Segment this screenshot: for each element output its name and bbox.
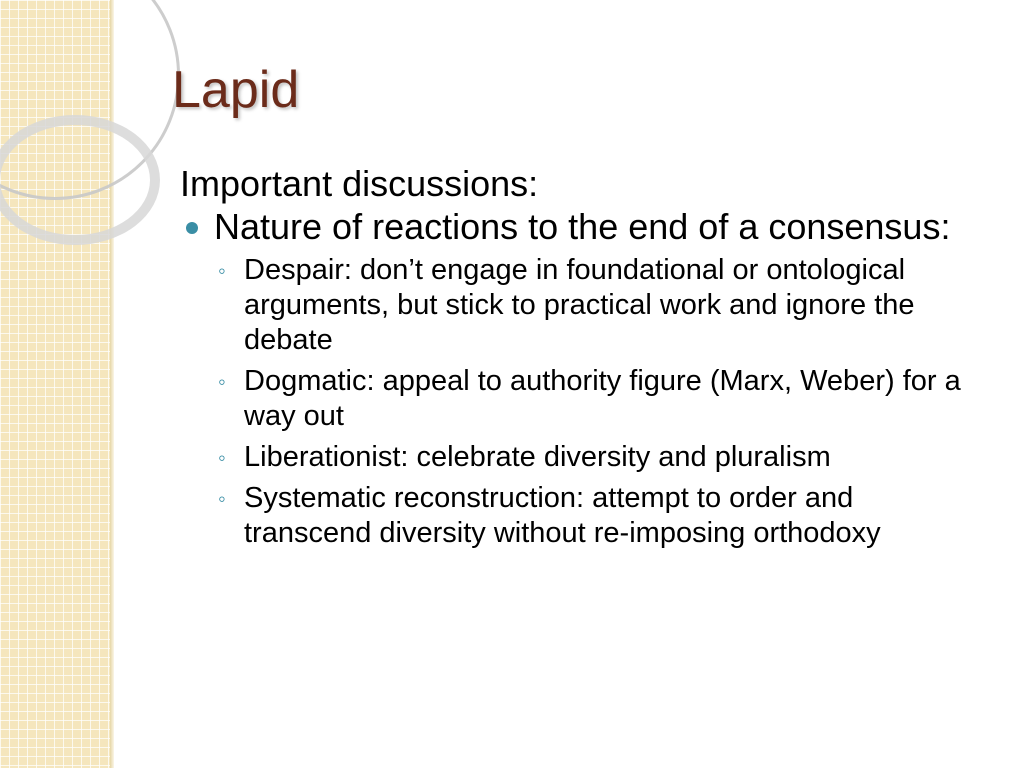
hollow-circle-bullet-icon: ◦ — [218, 369, 226, 394]
sub-bullet-item — [180, 440, 964, 475]
hollow-circle-bullet-icon: ◦ — [218, 258, 226, 283]
hollow-circle-bullet-icon: ◦ — [218, 486, 226, 511]
decorative-ring-small — [0, 115, 160, 245]
bullet-dot-icon — [186, 222, 198, 234]
sub-bullet-list — [180, 253, 980, 551]
sub-bullet-item — [180, 481, 964, 551]
sub-bullet-text: Despair: don’t engage in foundational or ontological arguments, but stick to practical work and ignore the debate — [244, 254, 915, 356]
slide-title: Lapid — [172, 61, 300, 119]
sub-bullet-item — [180, 364, 964, 434]
sub-bullet-item — [180, 253, 964, 358]
slide-body — [180, 163, 980, 557]
sub-bullet-text: Liberationist: celebrate diversity and pluralism — [244, 441, 831, 473]
intro-text: Important discussions: — [180, 163, 539, 204]
bullet-text: Nature of reactions to the end of a consensus: — [214, 206, 951, 247]
bullet-item — [180, 206, 980, 247]
hollow-circle-bullet-icon: ◦ — [218, 445, 226, 470]
sub-bullet-text: Dogmatic: appeal to authority figure (Marx, Weber) for a way out — [244, 365, 961, 432]
sub-bullet-text: Systematic reconstruction: attempt to order and transcend diversity without re-imposing orthodoxy — [244, 482, 881, 549]
